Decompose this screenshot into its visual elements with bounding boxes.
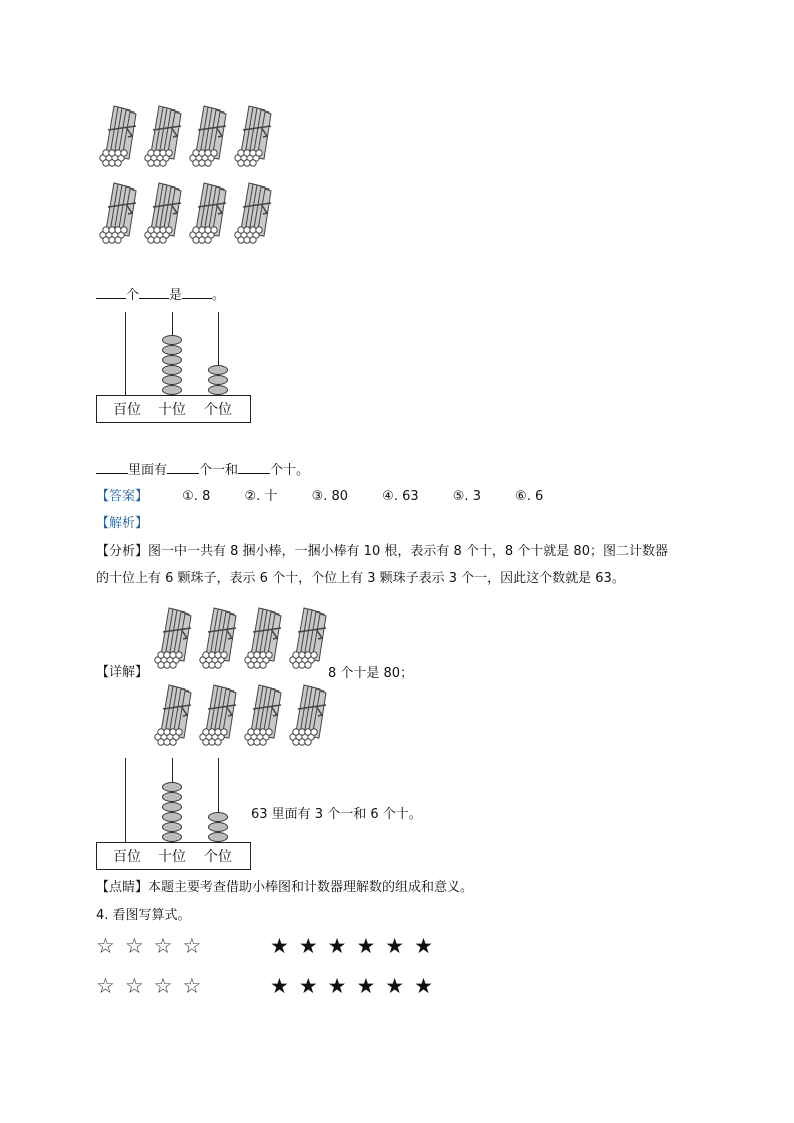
bead xyxy=(208,385,228,395)
bead xyxy=(162,335,182,345)
solid-stars-row-1: ★★★★★★ xyxy=(270,934,443,958)
bead xyxy=(162,345,182,355)
answer-label: 【答案】 xyxy=(96,489,149,504)
bead xyxy=(162,802,182,812)
answer-item: ③. 80 xyxy=(311,489,349,504)
answer-item: ②. 十 xyxy=(244,489,278,504)
bundles-figure-detail xyxy=(151,600,331,750)
fill-in-line-1: 个 是 。 xyxy=(96,286,225,305)
answer-item: ⑤. 3 xyxy=(452,489,481,504)
analysis-paragraph xyxy=(96,543,668,561)
analysis-line-2: 的十位上有 6 颗珠子，表示 6 个十，个位上有 3 颗珠子表示 3 个一，因此这个数就是 63。 xyxy=(96,571,625,586)
answer-blank[interactable] xyxy=(96,461,128,474)
answer-item: ①. 8 xyxy=(182,489,211,504)
bead xyxy=(162,365,182,375)
analysis-prefix: 【分析】 xyxy=(96,544,149,559)
bead xyxy=(162,812,182,822)
bead xyxy=(208,365,228,375)
counter-label-tens: 十位 xyxy=(158,849,186,865)
bead xyxy=(208,832,228,842)
bead xyxy=(162,792,182,802)
answer-item: ④. 63 xyxy=(382,489,419,504)
bead xyxy=(208,812,228,822)
bead xyxy=(162,355,182,365)
detail-note-2: 63 里面有 3 个一和 6 个十。 xyxy=(251,807,422,822)
bead xyxy=(162,782,182,792)
bundles-figure-top xyxy=(96,98,276,248)
answer-blank[interactable] xyxy=(238,461,270,474)
answer-blank[interactable] xyxy=(139,286,169,299)
solid-stars-row-2: ★★★★★★ xyxy=(270,974,443,998)
detail-note-1: 8 个十是 80； xyxy=(328,666,414,681)
answer-blank[interactable] xyxy=(182,286,212,299)
bead xyxy=(162,822,182,832)
bead xyxy=(162,385,182,395)
answer-line xyxy=(96,488,543,506)
bead xyxy=(162,832,182,842)
key-point-text: 本题主要考查借助小棒图和计数器理解数的组成和意义。 xyxy=(148,880,474,895)
analysis-label: 【解析】 xyxy=(96,516,149,531)
hundreds-rod xyxy=(125,312,126,395)
answer-blank[interactable] xyxy=(96,286,126,299)
counter-label-hundreds: 百位 xyxy=(113,849,141,865)
analysis-line-1: 图一中一共有 8 捆小棒，一捆小棒有 10 根，表示有 8 个十，8 个十就是 80；图二计数器 xyxy=(148,544,668,559)
bead xyxy=(162,375,182,385)
hundreds-rod xyxy=(125,758,126,842)
fill-in-line-2: 里面有 个一和 个十。 xyxy=(96,461,309,480)
key-point-label: 【点睛】 xyxy=(96,880,149,895)
hollow-stars-row-1: ☆☆☆☆ xyxy=(96,934,212,958)
answer-blank[interactable] xyxy=(167,461,199,474)
detail-label: 【详解】 xyxy=(96,665,149,680)
question-4-title: 4. 看图写算式。 xyxy=(96,908,191,923)
answer-item: ⑥. 6 xyxy=(515,489,544,504)
hollow-stars-row-2: ☆☆☆☆ xyxy=(96,974,212,998)
counter-label-hundreds: 百位 xyxy=(113,402,141,418)
counter-label-ones: 个位 xyxy=(204,849,232,865)
key-point xyxy=(96,879,473,897)
counter-label-tens: 十位 xyxy=(158,402,186,418)
counter-label-ones: 个位 xyxy=(204,402,232,418)
bead xyxy=(208,375,228,385)
bead xyxy=(208,822,228,832)
